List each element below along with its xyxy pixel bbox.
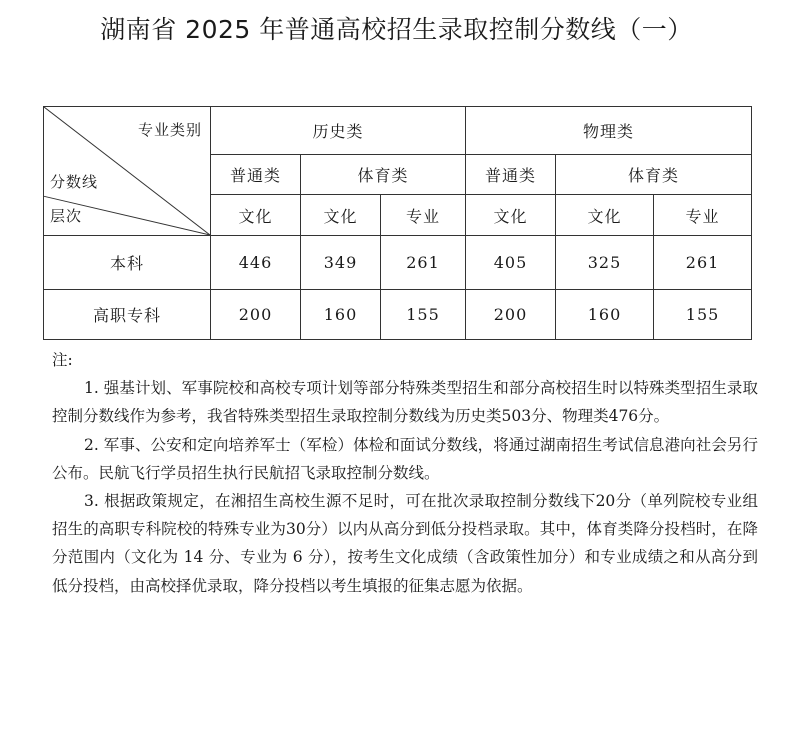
table-cell: 261 [654,236,752,290]
table-cell: 405 [466,236,556,290]
table-cell: 155 [381,290,466,340]
row-label: 高职专科 [44,290,211,340]
table-cell: 325 [556,236,654,290]
column-header: 文化 [556,195,654,236]
table-row [44,236,752,290]
group-header-physics: 物理类 [466,107,752,155]
table-corner-header [44,107,211,236]
table-cell: 200 [211,290,301,340]
corner-label-score: 分数线 [50,173,99,191]
corner-label-category: 专业类别 [137,121,202,139]
note-item: 1. 强基计划、军事院校和高校专项计划等部分特殊类型招生和部分高校招生时以特殊类型招生录取控制分数线作为参考，我省特殊类型招生录取控制分数线为历史类503分、物理类476分。 [52,379,758,426]
column-header: 文化 [301,195,381,236]
table-row [44,290,752,340]
note-item: 3. 根据政策规定，在湘招生高校生源不足时，可在批次录取控制分数线下20分（单列院校专业组招生的高职专科院校的特殊专业为30分）以内从高分到低分投档录取。其中，体育类降分投档时，在降分范围内（文化为 14 分、专业为 6 分），按考生文化成绩（含政策性加分）和专业成绩之和从高分到低分投档，由高校择优录取，降分投档以考生填报的征集志愿为依据。 [52,492,758,595]
score-table [43,106,752,340]
subgroup-header: 普通类 [466,155,556,195]
table-cell: 200 [466,290,556,340]
subgroup-header: 体育类 [556,155,752,195]
page-title: 湖南省 2025 年普通高校招生录取控制分数线（一） [100,15,693,44]
table-cell: 160 [556,290,654,340]
group-header-history: 历史类 [211,107,466,155]
row-label: 本科 [44,236,211,290]
table-cell: 155 [654,290,752,340]
column-header: 文化 [211,195,301,236]
table-cell: 160 [301,290,381,340]
notes-section [52,346,758,600]
subgroup-header: 普通类 [211,155,301,195]
table-cell: 349 [301,236,381,290]
note-item: 2. 军事、公安和定向培养军士（军检）体检和面试分数线，将通过湖南招生考试信息港向社会另行公布。民航飞行学员招生执行民航招飞录取控制分数线。 [52,435,758,482]
column-header: 专业 [654,195,752,236]
corner-label-level: 层次 [50,207,83,225]
column-header: 专业 [381,195,466,236]
table-cell: 446 [211,236,301,290]
subgroup-header: 体育类 [301,155,466,195]
notes-heading: 注: [52,351,73,369]
table-cell: 261 [381,236,466,290]
column-header: 文化 [466,195,556,236]
